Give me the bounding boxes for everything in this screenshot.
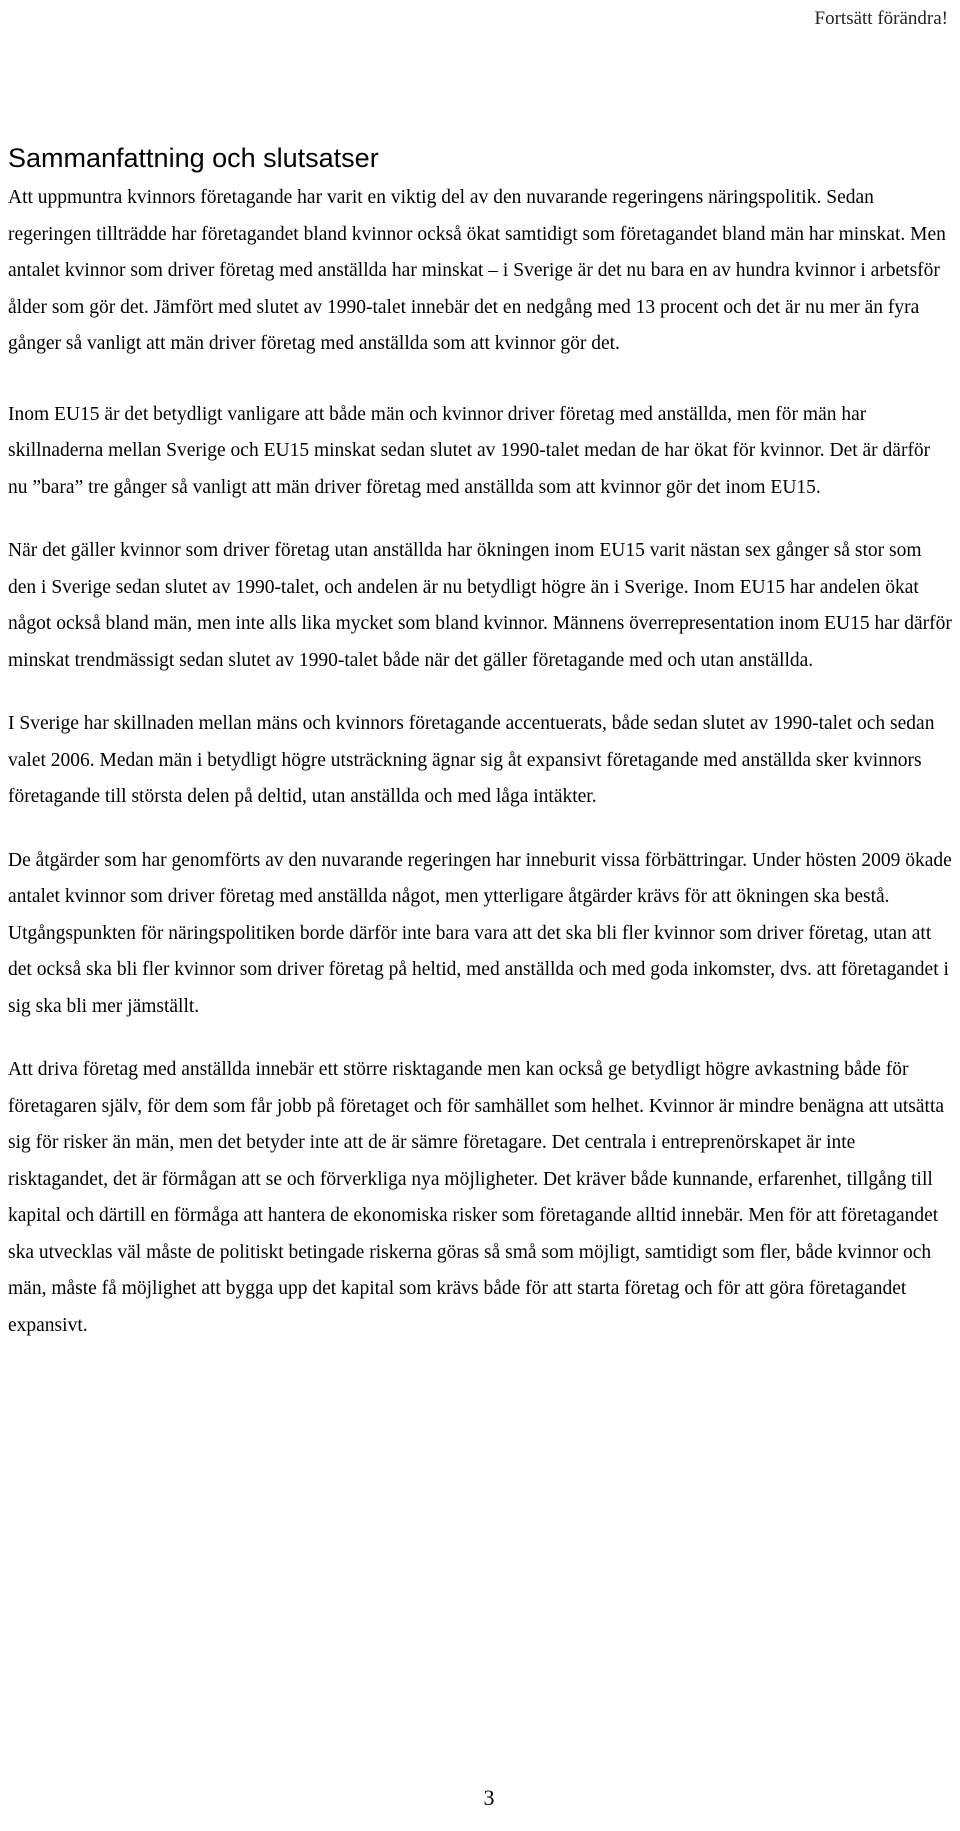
page-number: 3 <box>483 1785 495 1810</box>
document-body <box>8 140 952 1371</box>
paragraph-6: Att driva företag med anställda innebär ett större risktagande men kan också ge betydligt högre avkastning både för företagaren själv, för dem som får jobb på företaget och för samhället som helhet. Kvinnor är mindre benägna att utsätta sig för risker än män, men det betyder inte att de är sämre företagare. Det centrala i entreprenörskapet är inte risktagandet, det är förmågan att se och förverkliga nya möjligheter. Det kräver både kunnande, erfarenhet, tillgång till kapital och därtill en förmåga att hantera de ekonomiska risker som företagande alltid innebär. Men för att företagandet ska utvecklas väl måste de politiskt betingade riskerna göras så små som möjligt, samtidigt som fler, både kvinnor och män, måste få möjlighet att bygga upp det kapital som krävs både för att starta företag och för att göra företagandet expansivt. <box>8 1059 945 1336</box>
paragraph-4: I Sverige har skillnaden mellan mäns och kvinnors företagande accentuerats, både sedan slutet av 1990-talet och sedan valet 2006. Medan män i betydligt högre utsträckning ägnar sig åt expansivt företagande med anställda sker kvinnors företagande till största delen på deltid, utan anställda och med låga intäkter. <box>8 713 935 807</box>
paragraph-5: De åtgärder som har genomförts av den nuvarande regeringen har inneburit vissa förbättringar. Under hösten 2009 ökade antalet kvinnor som driver företag med anställda något, men ytterligare åtgärder krävs för att ökningen ska bestå. Utgångspunkten för näringspolitiken borde därför inte bara vara att det ska bli fler kvinnor som driver företag, utan att det också ska bli fler kvinnor som driver företag på heltid, med anställda och med goda inkomster, dvs. att företagandet i sig ska bli mer jämställt. <box>8 849 952 1017</box>
paragraph-2: Inom EU15 är det betydligt vanligare att både män och kvinnor driver företag med anställda, men för män har skillnaderna mellan Sverige och EU15 minskat sedan slutet av 1990-talet medan de har ökat för kvinnor. Det är därför nu ”bara” tre gånger så vanligt att män driver företag med anställda som att kvinnor gör det inom EU15. <box>8 403 931 498</box>
running-header: Fortsätt förändra! <box>814 8 948 29</box>
section-heading: Sammanfattning och slutsatser <box>8 143 379 173</box>
paragraph-3: När det gäller kvinnor som driver företag utan anställda har ökningen inom EU15 varit nästan sex gånger så stor som den i Sverige sedan slutet av 1990-talet, och andelen är nu betydligt högre än i Sverige. Inom EU15 har andelen ökat något också bland män, men inte alls lika mycket som bland kvinnor. Männens överrepresentation inom EU15 har därför minskat trendmässigt sedan slutet av 1990-talet både när det gäller företagande med och utan anställda. <box>8 540 952 671</box>
paragraph-1: Att uppmuntra kvinnors företagande har varit en viktig del av den nuvarande regeringens näringspolitik. Sedan regeringen tillträdde har företagandet bland kvinnor också ökat samtidigt som företagandet bland män har minskat. Men antalet kvinnor som driver företag med anställda har minskat – i Sverige är det nu bara en av hundra kvinnor i arbetsför ålder som gör det. Jämfört med slutet av 1990-talet innebär det en nedgång med 13 procent och det är nu mer än fyra gånger så vanligt att män driver företag med anställda som att kvinnor gör det. <box>8 187 946 354</box>
